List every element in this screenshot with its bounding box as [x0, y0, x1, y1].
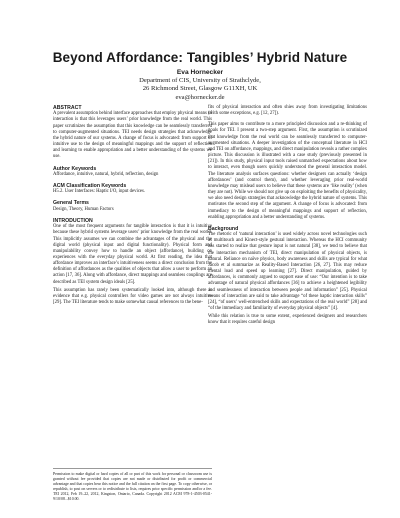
right-paragraph-2: This paper aims to contribute to a more principled discussion and a re-thinking of goals for TEI. I present a two-step argument. First, the assumption is scrutinized that knowledge from the real world can be seamlessly transferred to computer-augmented situations. A deeper investigation of the conceptual literature in HCI and TEI on affordance, mappings, and direct manipulation reveals a rather complex picture. This discussion is illustrated with a case study (previously presented in [21]). In this study, physical input tools raised unmatched expectations about how to interact, even though users quickly understood the general interaction model. The literature analysis surfaces questions: whether designers can actually ‘design affordances’ (and control them), and whether leveraging prior real-world knowledge may mislead users to believe that these systems are ‘like reality’ (when they are not). While we should not give up on exploiting the benefits of physicality, we also need design strategies that acknowledge the hybrid nature of systems. This motivates the second step of the argument. A change of focus is advocated: from immediacy to the design of meaningful mappings and support of reflection, enabling appropriation and a better understanding of systems.	[208, 122, 367, 220]
right-column	[208, 105, 367, 326]
general-terms-text: Design, Theory, Human Factors	[53, 206, 114, 212]
abstract-text: A prevalent assumption behind interface approaches that employ physical means of interaction is that this leverages users’ prior knowledge from the real world. This paper scrutinizes the assumption that this knowledge can be seamlessly transferred to computer-augmented situations. TEI needs design strategies that acknowledge the hybrid nature of our systems. A change of focus is advocated: from support of intuitive use to the design of meaningful mappings and the support of reflection and learning to enable appropriation and a better understanding of the systems we use.	[53, 111, 212, 160]
right-paragraph-4: While this relation is true to some extent, experienced designers and researchers know that it requires careful design	[208, 314, 367, 326]
author-address: 26 Richmond Street, Glasgow G11XH, UK	[142, 85, 258, 93]
keywords-heading: Author Keywords	[53, 165, 97, 172]
paper-title: Beyond Affordance: Tangibles’ Hybrid Nature	[52, 50, 348, 65]
copyright-footnote: Permission to make digital or hard copies of all or part of this work for personal or classroom use is granted without fee provided that copies are not made or distributed for profit or commercial advantage and that copies bear this notice and the full citation on the first page. To copy otherwise, or republish, to post on servers or to redistribute to lists, requires prior specific permission and/or a fee. TEI 2012, Feb 19–22, 2012, Kingston, Ontario, Canada. Copyright 2012 ACM 978-1-4503-0541-9/10/08...$10.00.	[53, 468, 212, 501]
author-block	[0, 69, 400, 102]
author-name: Eva Hornecker	[176, 69, 224, 76]
general-terms-heading: General Terms	[53, 200, 89, 207]
introduction-paragraph-2: This assumption has rarely been systematically looked into, although there is evidence that e.g. physical controllers for video games are not always intuitive [29]. The TEI literature tends to make somewhat causal references to the bene-	[53, 287, 212, 306]
author-email: eva@hornecker.de	[175, 93, 225, 101]
abstract-heading: ABSTRACT	[53, 105, 82, 111]
background-paragraph: The rhetoric of ‘natural interaction’ is used widely across novel technologies such as multitouch and Kinect-style gestural interaction. Whereas the HCI community has started to realize that gesture input is not natural [38], we tend to believe that the interaction mechanism of TEI, direct manipulation of physical objects, is natural. Reliance on naïve physics, body awareness and skills are typical for what Jacob et al summarize as Reality-Based Interaction [26, 27]. This may reduce mental load and speed up learning [27]. Direct manipulation, guided by affordances, is commonly argued to support ease of use: “Our intention is to take advantage of natural physical affordances [36] to achieve a heightened legibility and seamlessness of interaction between people and information” [25]. Physical means of interaction are said to take advantage “of these haptic interaction skills” [24], “of users’ well-entrenched skills and expectations of the real world” [28] and “of the immediacy and familiarity of everyday physical objects” [4].	[208, 232, 367, 311]
right-paragraph-1: fits of physical interaction and often shies away from investigating limitations (with some exceptions, e.g. [12, 27]).	[208, 105, 367, 117]
introduction-heading: INTRODUCTION	[53, 217, 93, 224]
acm-text: H5.2. User Interfaces: Haptic I/O, input devices.	[53, 189, 146, 195]
keywords-text: Affordance, intuitive, natural, hybrid, reflection, design	[53, 171, 159, 177]
left-column	[53, 105, 212, 306]
acm-heading: ACM Classification Keywords	[53, 183, 127, 189]
introduction-paragraph-1: One of the most frequent arguments for tangible interaction is that it is intuitive because these hybrid systems leverage users’ prior knowledge from the real world. This implicitly assumes we can combine the advantages of the physical and the digital world (physical input and digital functionality). Physical form and manipulability convey how to handle an object (affordance), building on experiences with the everyday physical world. At first reading, the idea that affordance improves an interface’s intuitiveness seems a direct conclusion from the definition of affordances as the qualities of objects that allow a user to perform an action [17, 36]. Along with affordance, direct mappings and seamless couplings are described as TEI system design ideals [25].	[53, 224, 212, 285]
background-heading: Background	[208, 225, 239, 232]
author-affiliation: Department of CIS, University of Strathclyde,	[139, 77, 261, 85]
